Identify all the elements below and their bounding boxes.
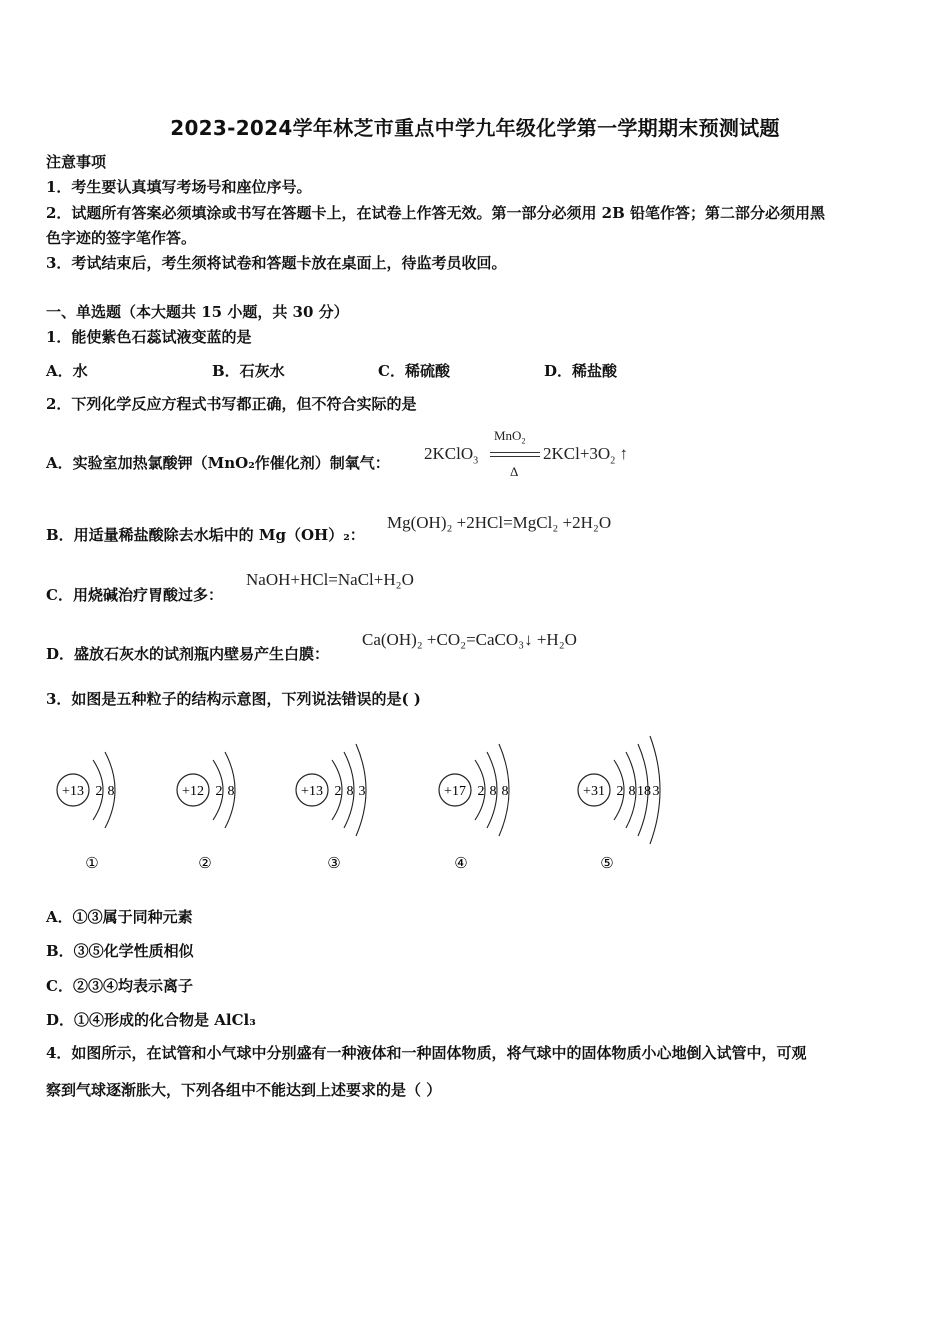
q2-option-d-label: D．盛放石灰水的试剂瓶内壁易产生白膜： xyxy=(46,645,330,663)
q4-stem-line1: 4．如图所示，在试管和小气球中分别盛有一种液体和一种固体物质，将气球中的固体物质小心地倒入试管中，可观 xyxy=(46,1044,807,1062)
q2-option-b-label: B．用适量稀盐酸除去水垢中的 Mg（OH）₂： xyxy=(46,526,365,544)
shell-electron-count: 8 xyxy=(501,784,509,799)
q2-a-eq-heat: Δ xyxy=(510,464,519,479)
atom-diagram-3 xyxy=(296,744,366,872)
notice-heading: 注意事项 xyxy=(46,153,107,171)
q2-c-equation: NaOH+HCl=NaCl+H₂O xyxy=(246,570,414,589)
shell-electron-count: 3 xyxy=(652,784,660,799)
nucleus-charge: +13 xyxy=(301,784,323,799)
q2-option-a-label: A．实验室加热氯酸钾（MnO₂作催化剂）制氧气： xyxy=(46,454,390,472)
shell-electron-count: 2 xyxy=(616,784,624,799)
diagram-label: ③ xyxy=(327,854,341,872)
notice-item-2-cont: 色字迹的签字笔作答。 xyxy=(46,229,197,247)
q2-a-eq-bar-top xyxy=(490,452,540,453)
notice-item-1: 1．考生要认真填写考场号和座位序号。 xyxy=(46,178,312,196)
q1-stem: 1．能使紫色石蕊试液变蓝的是 xyxy=(46,328,252,346)
atom-diagram-5 xyxy=(578,736,660,872)
diagram-label: ④ xyxy=(454,854,468,872)
q2-stem: 2．下列化学反应方程式书写都正确，但不符合实际的是 xyxy=(46,395,417,413)
page-title: 2023-2024学年林芝市重点中学九年级化学第一学期期末预测试题 xyxy=(170,116,780,140)
shell-electron-count: 8 xyxy=(346,784,354,799)
q3-option-a: A．①③属于同种元素 xyxy=(46,908,193,926)
nucleus-charge: +12 xyxy=(182,784,204,799)
q3-option-b: B．③⑤化学性质相似 xyxy=(46,942,194,960)
q1-option-b: B．石灰水 xyxy=(212,362,285,380)
diagram-label: ⑤ xyxy=(600,854,614,872)
q3-option-d: D．①④形成的化合物是 AlCl₃ xyxy=(46,1011,256,1029)
nucleus-charge: +31 xyxy=(583,784,605,799)
nucleus-charge: +17 xyxy=(444,784,466,799)
q2-option-c-label: C．用烧碱治疗胃酸过多： xyxy=(46,586,223,604)
shell-electron-count: 2 xyxy=(477,784,485,799)
q3-option-c: C．②③④均表示离子 xyxy=(46,977,193,995)
shell-electron-count: 2 xyxy=(215,784,223,799)
atom-diagram-1 xyxy=(57,752,115,872)
q1-option-c: C．稀硫酸 xyxy=(378,362,450,380)
q1-option-d: D．稀盐酸 xyxy=(544,362,618,380)
section-heading: 一、单选题（本大题共 15 小题，共 30 分） xyxy=(46,303,349,321)
shell-electron-count: 8 xyxy=(107,784,115,799)
q3-stem: 3．如图是五种粒子的结构示意图，下列说法错误的是( ) xyxy=(46,690,421,708)
shell-electron-count: 8 xyxy=(628,784,636,799)
shell-electron-count: 2 xyxy=(334,784,342,799)
notice-item-3: 3．考试结束后，考生须将试卷和答题卡放在桌面上，待监考员收回。 xyxy=(46,254,507,272)
atomic-structure-diagrams xyxy=(40,712,720,882)
q1-option-a: A．水 xyxy=(46,362,88,380)
notice-item-2: 2．试题所有答案必须填涂或书写在答题卡上，在试卷上作答无效。第一部分必须用 2B 铅笔作答；第二部分必须用黑 xyxy=(46,204,826,222)
q2-b-equation: Mg(OH)₂ +2HCl=MgCl₂ +2H₂O xyxy=(387,513,612,532)
shell-electron-count: 8 xyxy=(489,784,497,799)
q2-a-eq-catalyst: MnO$_2$ xyxy=(494,428,526,446)
shell-electron-count: 3 xyxy=(358,784,366,799)
q2-a-eq-bar-bottom xyxy=(490,456,540,457)
atom-diagram-2 xyxy=(177,752,235,872)
q2-a-eq-left: 2KClO$_3$ xyxy=(424,444,479,467)
diagram-label: ② xyxy=(198,854,212,872)
diagram-label: ① xyxy=(85,854,99,872)
q4-stem-line2: 察到气球逐渐胀大，下列各组中不能达到上述要求的是（ ） xyxy=(46,1081,442,1099)
shell-electron-count: 2 xyxy=(95,784,103,799)
shell-electron-count: 18 xyxy=(637,784,651,799)
q2-d-equation: Ca(OH)₂ +CO₂=CaCO₃↓ +H₂O xyxy=(362,630,577,649)
atom-diagram-4 xyxy=(439,744,509,872)
nucleus-charge: +13 xyxy=(62,784,84,799)
shell-electron-count: 8 xyxy=(227,784,235,799)
q2-a-eq-right: $2KCl+3O_2$ ↑ xyxy=(543,444,628,467)
